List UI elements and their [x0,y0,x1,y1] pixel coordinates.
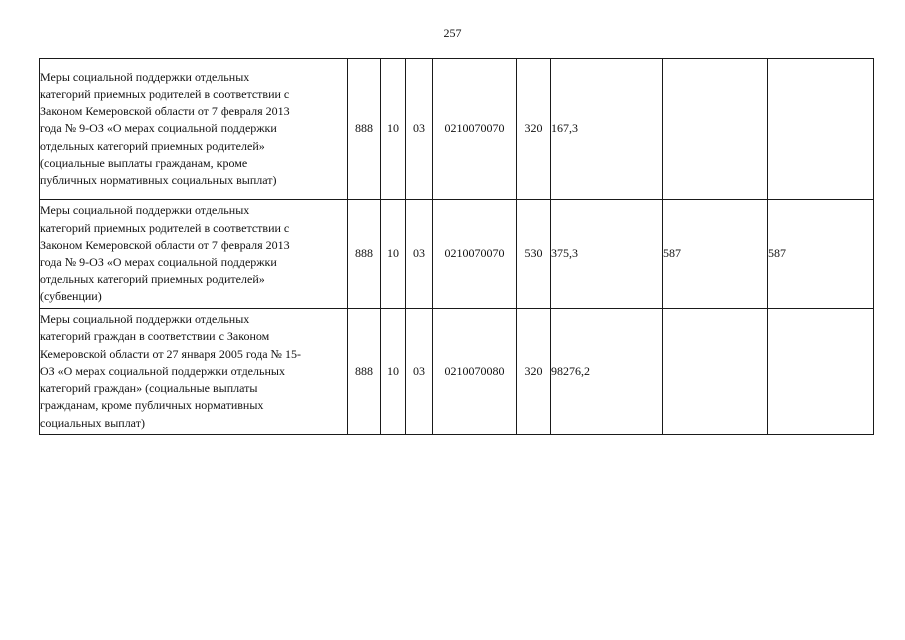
description-line: категорий приемных родителей в соответствии с [40,86,290,101]
subsection-cell: 03 [406,59,433,200]
admin-code-cell: 888 [348,309,381,435]
amount-year-3-cell [768,309,874,435]
description-line: Меры социальной поддержки отдельных [40,312,250,327]
description-line: Кемеровской области от 27 января 2005 года № 15- [40,346,302,361]
table-row [40,200,874,309]
expense-type-cell: 320 [517,59,551,200]
amount-year-1-cell: 375,3 [551,200,663,309]
section-cell: 10 [381,309,406,435]
description-line: ОЗ «О мерах социальной поддержки отдельных [40,363,285,378]
amount-year-1-cell: 167,3 [551,59,663,200]
row-description [40,309,348,435]
description-line: социальных выплат) [40,415,145,430]
table-row [40,309,874,435]
subsection-cell: 03 [406,200,433,309]
description-line: (социальные выплаты гражданам, кроме [40,155,248,170]
description-line: категорий приемных родителей в соответствии с [40,220,290,235]
row-description [40,200,348,309]
description-line: (субвенции) [40,289,102,304]
description-line: публичных нормативных социальных выплат) [40,173,277,187]
amount-year-2-cell [663,309,768,435]
description-line: категорий граждан» (социальные выплаты [40,381,258,396]
table-body [40,59,874,435]
section-cell: 10 [381,59,406,200]
description-line: категорий граждан в соответствии с Законом [40,329,270,344]
admin-code-cell: 888 [348,200,381,309]
description-line: Меры социальной поддержки отдельных [40,203,250,218]
target-article-cell: 0210070080 [433,309,517,435]
amount-year-2-cell: 587 [663,200,768,309]
page-number: 257 [443,26,462,40]
amount-year-3-cell: 587 [768,200,874,309]
description-line: года № 9-ОЗ «О мерах социальной поддержки [40,121,277,136]
description-line: Законом Кемеровской области от 7 февраля 2013 [40,237,290,252]
expense-type-cell: 530 [517,200,551,309]
description-line: гражданам, кроме публичных нормативных [40,398,264,413]
target-article-cell: 0210070070 [433,200,517,309]
table-row [40,59,874,200]
expense-type-cell: 320 [517,309,551,435]
amount-year-2-cell [663,59,768,200]
subsection-cell: 03 [406,309,433,435]
row-description [40,59,348,200]
description-line: отдельных категорий приемных родителей» [40,272,265,287]
description-line: Законом Кемеровской области от 7 февраля 2013 [40,104,290,119]
amount-year-1-cell: 98276,2 [551,309,663,435]
budget-table [39,58,874,435]
target-article-cell: 0210070070 [433,59,517,200]
amount-year-3-cell [768,59,874,200]
admin-code-cell: 888 [348,59,381,200]
description-line: Меры социальной поддержки отдельных [40,69,250,84]
section-cell: 10 [381,200,406,309]
description-line: отдельных категорий приемных родителей» [40,138,265,153]
description-line: года № 9-ОЗ «О мерах социальной поддержки [40,255,277,269]
